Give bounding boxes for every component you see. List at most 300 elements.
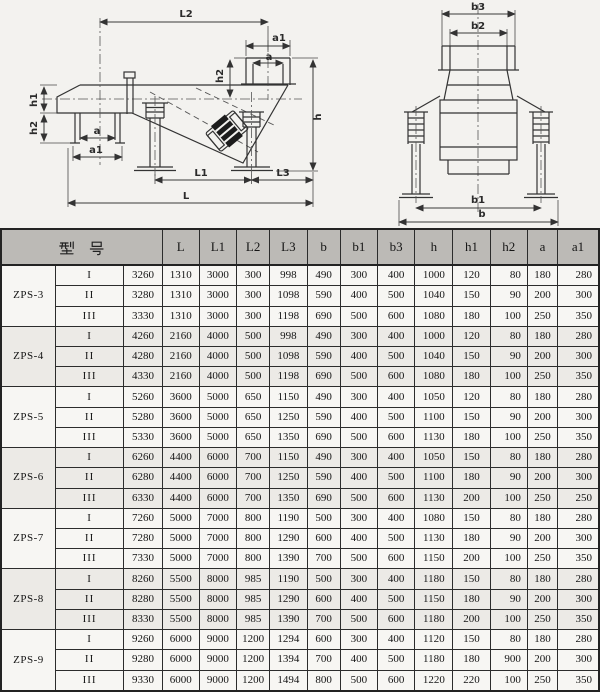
- value-cell: 80: [490, 569, 527, 589]
- col-header-h: h: [415, 229, 453, 265]
- variant-cell: III: [55, 306, 123, 326]
- value-cell: 180: [527, 448, 557, 468]
- value-cell: 500: [340, 609, 377, 629]
- value-cell: 150: [453, 448, 490, 468]
- value-cell: 3600: [162, 427, 199, 447]
- value-cell: 700: [307, 650, 340, 670]
- variant-cell: I: [55, 569, 123, 589]
- value-cell: 300: [558, 347, 599, 367]
- value-cell: 300: [558, 528, 599, 548]
- dim-label-a-bottom: a: [93, 126, 101, 137]
- value-cell: 3000: [199, 306, 236, 326]
- value-cell: 1080: [415, 367, 453, 387]
- value-cell: 400: [377, 508, 414, 528]
- value-cell: 650: [237, 407, 270, 427]
- value-cell: 7000: [199, 528, 236, 548]
- col-header-b1: b1: [340, 229, 377, 265]
- value-cell: 300: [558, 468, 599, 488]
- value-cell: 1130: [415, 427, 453, 447]
- value-cell: 350: [558, 609, 599, 629]
- value-cell: 1200: [237, 630, 270, 650]
- value-cell: 400: [377, 387, 414, 407]
- value-cell: 4000: [199, 367, 236, 387]
- value-cell: 90: [490, 286, 527, 306]
- value-cell: 200: [527, 468, 557, 488]
- value-cell: 200: [527, 650, 557, 670]
- cjk-xing-glyph: [59, 240, 75, 256]
- value-cell: 985: [237, 569, 270, 589]
- value-cell: 400: [377, 265, 414, 286]
- value-cell: 700: [237, 448, 270, 468]
- value-cell: 7330: [124, 549, 162, 569]
- value-cell: 180: [527, 569, 557, 589]
- table-row: [1, 630, 599, 650]
- value-cell: 350: [558, 670, 599, 691]
- value-cell: 1494: [270, 670, 307, 691]
- col-header-a: a: [527, 229, 557, 265]
- value-cell: 1000: [415, 326, 453, 346]
- header-row: [1, 229, 599, 265]
- value-cell: 100: [490, 670, 527, 691]
- value-cell: 1040: [415, 286, 453, 306]
- value-cell: 4400: [162, 488, 199, 508]
- value-cell: 500: [340, 670, 377, 691]
- value-cell: 90: [490, 468, 527, 488]
- value-cell: 1200: [237, 650, 270, 670]
- value-cell: 3260: [124, 265, 162, 286]
- value-cell: 400: [377, 326, 414, 346]
- cjk-hao-glyph: [89, 240, 105, 256]
- model-name-cell: ZPS-7: [1, 508, 55, 569]
- value-cell: 280: [558, 448, 599, 468]
- value-cell: 5260: [124, 387, 162, 407]
- value-cell: 4260: [124, 326, 162, 346]
- value-cell: 180: [527, 326, 557, 346]
- value-cell: 600: [307, 630, 340, 650]
- value-cell: 1098: [270, 347, 307, 367]
- value-cell: 500: [340, 427, 377, 447]
- value-cell: 280: [558, 326, 599, 346]
- col-header-L3: L3: [270, 229, 307, 265]
- value-cell: 985: [237, 609, 270, 629]
- table-row: [1, 549, 599, 569]
- value-cell: 1310: [162, 286, 199, 306]
- dim-label-h2-top: h2: [215, 68, 226, 84]
- value-cell: 1390: [270, 549, 307, 569]
- value-cell: 80: [490, 508, 527, 528]
- value-cell: 300: [558, 407, 599, 427]
- value-cell: 700: [307, 549, 340, 569]
- value-cell: 500: [377, 286, 414, 306]
- value-cell: 6000: [199, 448, 236, 468]
- dim-label-h1: h1: [29, 92, 40, 108]
- value-cell: 7260: [124, 508, 162, 528]
- model-header-glyphs: [59, 240, 105, 256]
- value-cell: 1150: [270, 387, 307, 407]
- value-cell: 1080: [415, 508, 453, 528]
- dim-label-L: L: [182, 191, 190, 202]
- value-cell: 5500: [162, 609, 199, 629]
- value-cell: 8330: [124, 609, 162, 629]
- value-cell: 180: [453, 589, 490, 609]
- value-cell: 1310: [162, 265, 199, 286]
- value-cell: 490: [307, 326, 340, 346]
- variant-cell: II: [55, 650, 123, 670]
- value-cell: 490: [307, 387, 340, 407]
- value-cell: 250: [527, 549, 557, 569]
- value-cell: 600: [307, 528, 340, 548]
- value-cell: 600: [377, 609, 414, 629]
- value-cell: 100: [490, 367, 527, 387]
- value-cell: 300: [558, 650, 599, 670]
- value-cell: 9330: [124, 670, 162, 691]
- value-cell: 650: [237, 427, 270, 447]
- model-name-cell: ZPS-9: [1, 630, 55, 691]
- value-cell: 6000: [162, 670, 199, 691]
- value-cell: 1050: [415, 387, 453, 407]
- value-cell: 500: [340, 367, 377, 387]
- table-row: [1, 508, 599, 528]
- value-cell: 600: [307, 589, 340, 609]
- value-cell: 1180: [415, 609, 453, 629]
- value-cell: 650: [237, 387, 270, 407]
- value-cell: 90: [490, 347, 527, 367]
- table-row: [1, 670, 599, 691]
- value-cell: 180: [453, 528, 490, 548]
- value-cell: 1290: [270, 589, 307, 609]
- table-row: [1, 265, 599, 286]
- value-cell: 300: [340, 508, 377, 528]
- value-cell: 9260: [124, 630, 162, 650]
- table-row: [1, 488, 599, 508]
- value-cell: 180: [453, 427, 490, 447]
- value-cell: 1250: [270, 468, 307, 488]
- value-cell: 180: [527, 387, 557, 407]
- value-cell: 300: [558, 589, 599, 609]
- value-cell: 80: [490, 448, 527, 468]
- value-cell: 6000: [162, 630, 199, 650]
- value-cell: 690: [307, 488, 340, 508]
- dim-label-b1: b1: [470, 195, 486, 206]
- value-cell: 80: [490, 630, 527, 650]
- col-header-h1: h1: [453, 229, 490, 265]
- col-header-a1: a1: [558, 229, 599, 265]
- table-row: [1, 528, 599, 548]
- value-cell: 1180: [415, 569, 453, 589]
- value-cell: 400: [377, 569, 414, 589]
- value-cell: 300: [340, 387, 377, 407]
- value-cell: 200: [453, 488, 490, 508]
- table-row: [1, 468, 599, 488]
- value-cell: 1130: [415, 528, 453, 548]
- table-row: [1, 347, 599, 367]
- value-cell: 100: [490, 488, 527, 508]
- model-name-cell: ZPS-3: [1, 265, 55, 326]
- dimension-table-body: [1, 265, 599, 691]
- variant-cell: II: [55, 528, 123, 548]
- value-cell: 900: [490, 650, 527, 670]
- value-cell: 700: [237, 468, 270, 488]
- dim-label-b: b: [478, 209, 486, 220]
- value-cell: 250: [527, 670, 557, 691]
- variant-cell: I: [55, 265, 123, 286]
- model-name-cell: ZPS-4: [1, 326, 55, 387]
- value-cell: 1098: [270, 286, 307, 306]
- value-cell: 400: [340, 347, 377, 367]
- value-cell: 1350: [270, 427, 307, 447]
- value-cell: 7000: [199, 508, 236, 528]
- variant-cell: I: [55, 630, 123, 650]
- value-cell: 600: [377, 488, 414, 508]
- value-cell: 8000: [199, 609, 236, 629]
- value-cell: 2160: [162, 347, 199, 367]
- value-cell: 8000: [199, 569, 236, 589]
- value-cell: 600: [377, 367, 414, 387]
- variant-cell: III: [55, 549, 123, 569]
- dim-label-b2: b2: [470, 21, 486, 32]
- value-cell: 400: [340, 589, 377, 609]
- value-cell: 5000: [199, 407, 236, 427]
- value-cell: 350: [558, 367, 599, 387]
- value-cell: 180: [453, 306, 490, 326]
- value-cell: 1100: [415, 407, 453, 427]
- value-cell: 4280: [124, 347, 162, 367]
- variant-cell: I: [55, 508, 123, 528]
- model-header-label: [105, 238, 106, 239]
- model-number-header: [1, 229, 162, 265]
- value-cell: 400: [340, 407, 377, 427]
- variant-cell: I: [55, 387, 123, 407]
- value-cell: 590: [307, 286, 340, 306]
- value-cell: 5000: [199, 387, 236, 407]
- col-header-L1: L1: [199, 229, 236, 265]
- value-cell: 3600: [162, 407, 199, 427]
- value-cell: 3330: [124, 306, 162, 326]
- value-cell: 500: [340, 488, 377, 508]
- value-cell: 1290: [270, 528, 307, 548]
- value-cell: 1180: [415, 650, 453, 670]
- value-cell: 6330: [124, 488, 162, 508]
- value-cell: 490: [307, 448, 340, 468]
- value-cell: 600: [377, 670, 414, 691]
- value-cell: 8280: [124, 589, 162, 609]
- value-cell: 100: [490, 306, 527, 326]
- value-cell: 300: [558, 286, 599, 306]
- value-cell: 500: [377, 528, 414, 548]
- value-cell: 7280: [124, 528, 162, 548]
- value-cell: 200: [527, 528, 557, 548]
- value-cell: 1050: [415, 448, 453, 468]
- value-cell: 150: [453, 286, 490, 306]
- value-cell: 590: [307, 407, 340, 427]
- value-cell: 1310: [162, 306, 199, 326]
- model-name-cell: ZPS-8: [1, 569, 55, 630]
- value-cell: 180: [453, 468, 490, 488]
- value-cell: 180: [453, 367, 490, 387]
- value-cell: 8260: [124, 569, 162, 589]
- value-cell: 200: [527, 286, 557, 306]
- value-cell: 3280: [124, 286, 162, 306]
- value-cell: 590: [307, 347, 340, 367]
- value-cell: 180: [527, 508, 557, 528]
- value-cell: 3600: [162, 387, 199, 407]
- value-cell: 180: [453, 650, 490, 670]
- value-cell: 400: [340, 528, 377, 548]
- value-cell: 500: [237, 347, 270, 367]
- value-cell: 1250: [270, 407, 307, 427]
- dim-label-h: h: [313, 113, 324, 121]
- value-cell: 90: [490, 407, 527, 427]
- value-cell: 6000: [199, 468, 236, 488]
- value-cell: 300: [340, 630, 377, 650]
- dim-label-L3: L3: [276, 168, 290, 179]
- value-cell: 280: [558, 630, 599, 650]
- value-cell: 300: [340, 448, 377, 468]
- value-cell: 280: [558, 508, 599, 528]
- variant-cell: I: [55, 448, 123, 468]
- variant-cell: II: [55, 589, 123, 609]
- value-cell: 8000: [199, 589, 236, 609]
- variant-cell: III: [55, 609, 123, 629]
- value-cell: 150: [453, 347, 490, 367]
- value-cell: 150: [453, 508, 490, 528]
- value-cell: 700: [307, 609, 340, 629]
- value-cell: 150: [453, 630, 490, 650]
- value-cell: 1294: [270, 630, 307, 650]
- table-row: [1, 589, 599, 609]
- value-cell: 280: [558, 265, 599, 286]
- value-cell: 2160: [162, 326, 199, 346]
- value-cell: 90: [490, 528, 527, 548]
- value-cell: 500: [307, 569, 340, 589]
- side-view-drawing: [0, 0, 390, 228]
- value-cell: 1190: [270, 569, 307, 589]
- value-cell: 800: [237, 508, 270, 528]
- value-cell: 5280: [124, 407, 162, 427]
- value-cell: 80: [490, 387, 527, 407]
- value-cell: 998: [270, 326, 307, 346]
- variant-cell: III: [55, 367, 123, 387]
- value-cell: 6000: [199, 488, 236, 508]
- value-cell: 150: [453, 569, 490, 589]
- value-cell: 590: [307, 468, 340, 488]
- value-cell: 3000: [199, 265, 236, 286]
- value-cell: 600: [377, 549, 414, 569]
- model-name-cell: ZPS-6: [1, 448, 55, 509]
- value-cell: 4330: [124, 367, 162, 387]
- value-cell: 5500: [162, 589, 199, 609]
- value-cell: 350: [558, 306, 599, 326]
- value-cell: 6280: [124, 468, 162, 488]
- value-cell: 500: [237, 326, 270, 346]
- col-header-L2: L2: [237, 229, 270, 265]
- value-cell: 1150: [415, 549, 453, 569]
- value-cell: 80: [490, 326, 527, 346]
- value-cell: 180: [527, 265, 557, 286]
- value-cell: 800: [237, 528, 270, 548]
- value-cell: 250: [527, 306, 557, 326]
- value-cell: 250: [527, 367, 557, 387]
- value-cell: 5330: [124, 427, 162, 447]
- value-cell: 300: [340, 569, 377, 589]
- value-cell: 9280: [124, 650, 162, 670]
- value-cell: 200: [453, 549, 490, 569]
- value-cell: 250: [527, 427, 557, 447]
- value-cell: 250: [558, 488, 599, 508]
- dim-label-a-top: a: [265, 52, 273, 63]
- value-cell: 500: [377, 468, 414, 488]
- value-cell: 100: [490, 609, 527, 629]
- value-cell: 690: [307, 367, 340, 387]
- table-row: [1, 306, 599, 326]
- value-cell: 400: [377, 448, 414, 468]
- value-cell: 1220: [415, 670, 453, 691]
- value-cell: 9000: [199, 670, 236, 691]
- value-cell: 2160: [162, 367, 199, 387]
- value-cell: 6000: [162, 650, 199, 670]
- value-cell: 1350: [270, 488, 307, 508]
- value-cell: 500: [340, 306, 377, 326]
- col-header-h2: h2: [490, 229, 527, 265]
- value-cell: 600: [377, 306, 414, 326]
- dim-label-L1: L1: [194, 168, 208, 179]
- value-cell: 1120: [415, 630, 453, 650]
- value-cell: 100: [490, 549, 527, 569]
- value-cell: 690: [307, 306, 340, 326]
- variant-cell: II: [55, 407, 123, 427]
- value-cell: 1200: [237, 670, 270, 691]
- value-cell: 350: [558, 427, 599, 447]
- value-cell: 400: [340, 650, 377, 670]
- value-cell: 100: [490, 427, 527, 447]
- value-cell: 1198: [270, 306, 307, 326]
- table-row: [1, 387, 599, 407]
- value-cell: 1150: [415, 589, 453, 609]
- value-cell: 300: [237, 306, 270, 326]
- col-header-b: b: [307, 229, 340, 265]
- variant-cell: III: [55, 670, 123, 691]
- value-cell: 200: [527, 347, 557, 367]
- dim-label-h2-left: h2: [29, 120, 40, 136]
- value-cell: 9000: [199, 630, 236, 650]
- value-cell: 1198: [270, 367, 307, 387]
- value-cell: 300: [237, 286, 270, 306]
- dim-label-a1-bottom: a1: [89, 145, 103, 156]
- value-cell: 120: [453, 265, 490, 286]
- value-cell: 5000: [162, 508, 199, 528]
- value-cell: 800: [237, 549, 270, 569]
- col-header-L: L: [162, 229, 199, 265]
- value-cell: 1100: [415, 468, 453, 488]
- dim-label-b3: b3: [470, 2, 486, 13]
- col-header-b3: b3: [377, 229, 414, 265]
- model-name-cell: ZPS-5: [1, 387, 55, 448]
- value-cell: 1130: [415, 488, 453, 508]
- value-cell: 1394: [270, 650, 307, 670]
- value-cell: 280: [558, 387, 599, 407]
- value-cell: 120: [453, 326, 490, 346]
- table-row: [1, 326, 599, 346]
- value-cell: 400: [340, 468, 377, 488]
- table-row: [1, 367, 599, 387]
- variant-cell: II: [55, 347, 123, 367]
- dimension-table: [0, 228, 600, 692]
- value-cell: 1390: [270, 609, 307, 629]
- value-cell: 1190: [270, 508, 307, 528]
- table-row: [1, 650, 599, 670]
- value-cell: 5000: [199, 427, 236, 447]
- table-row: [1, 448, 599, 468]
